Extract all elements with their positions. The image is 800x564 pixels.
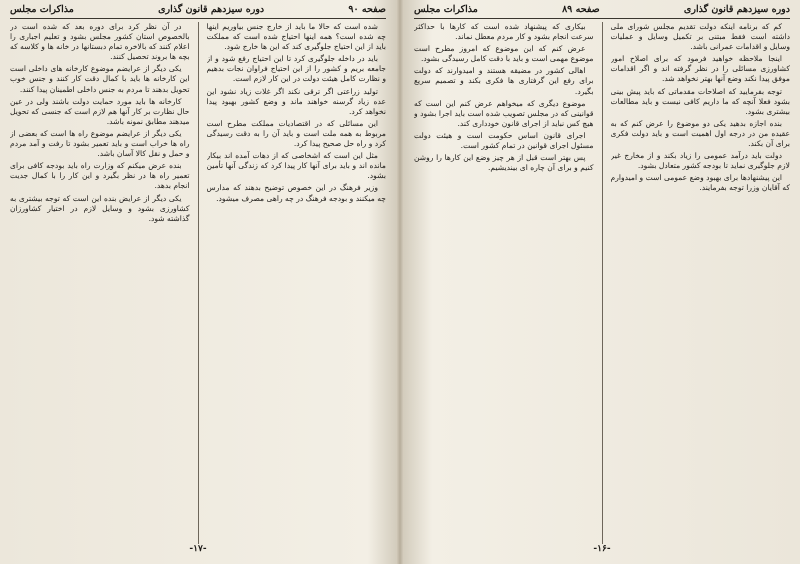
right-page-column-right	[611, 22, 791, 544]
column-divider	[198, 22, 199, 544]
paragraph: دولت باید درآمد عمومی را زیاد بکند و از مخارج غیر لازم جلوگیری نماید تا بودجه کشور متعادل بشود.	[610, 151, 790, 171]
paragraph: یکی دیگر از عرایض بنده این است که توجه بیشتری به کشاورزی بشود و وسایل لازم در اختیار کشاورزان گذاشته شود.	[10, 193, 190, 223]
left-page-header	[10, 4, 386, 19]
paragraph: اهالی کشور در مضیقه هستند و امیدوارند که دولت برای رفع این گرفتاری ها فکری بکند و تصمیم سریع بگیرد.	[414, 66, 594, 96]
column-divider	[602, 22, 603, 544]
right-page-columns	[414, 22, 790, 544]
left-header-page-number: صفحه ۹۰	[348, 4, 386, 15]
left-page-footer-number: -۱۷-	[189, 544, 207, 554]
left-page	[0, 0, 396, 564]
right-header-page-number: صفحه ۸۹	[562, 4, 600, 15]
paragraph: موضوع دیگری که میخواهم عرض کنم این است که قوانینی که در مجلس تصویب شده است باید اجرا بشود و هیچ کس نباید از اجرای قانون خودداری کند.	[414, 98, 594, 128]
paragraph: عرض کنم که این موضوع که امروز مطرح است موضوع مهمی است و باید با دقت کامل رسیدگی بشود.	[414, 44, 594, 64]
paragraph: یکی دیگر از عرایضم موضوع کارخانه های داخلی است این کارخانه ها باید با کمال دقت کار کنند و جنس خوب تحویل بدهند تا مردم به جنس داخلی اطمینان پیدا کنند.	[10, 64, 190, 94]
paragraph: یکی دیگر از عرایضم موضوع راه ها است که بعضی از راه ها خراب است و باید تعمیر بشود تا رفت و آمد مردم و حمل و نقل کالا آسان باشد.	[10, 128, 190, 159]
right-header-section: مذاکرات مجلس	[414, 4, 478, 15]
paragraph: شده است که حالا ما باید از خارج جنس بیاوریم اینها چه شده است؟ همه اینها احتیاج شده است که مملکت باید از این احتیاج جلوگیری کند که این ها خارج شود.	[206, 22, 386, 52]
right-page-header	[414, 4, 790, 19]
paragraph: کارخانه ها باید مورد حمایت دولت باشند ولی در عین حال نظارت بر کار آنها هم لازم است که جنسی که تحویل میدهند مطابق نمونه باشد.	[10, 96, 190, 126]
paragraph: تولید زراعتی اگر ترقی نکند اگر غلات زیاد نشود این عده زیاد گرسنه خواهند ماند و وضع کشور بهبود پیدا نخواهد کرد.	[206, 86, 386, 116]
right-page	[404, 0, 800, 564]
paragraph: این پیشنهادها برای بهبود وضع عمومی است و امیدوارم که آقایان وزرا توجه بفرمایند.	[610, 173, 790, 193]
right-page-footer-number: -۱۶-	[593, 544, 611, 554]
left-header-title: دوره سیزدهم قانون گذاری	[158, 4, 265, 15]
paragraph: اینجا ملاحظه خواهید فرمود که برای اصلاح امور کشاورزی مسائلی را در نظر گرفته اند و اگر اقدامات موفق پیدا نکند وضع آنها بهتر نخواهد شد.	[610, 54, 790, 84]
paragraph: اجرای قانون اساس حکومت است و هیئت دولت مسئول اجرای قوانین در تمام کشور است.	[414, 130, 594, 151]
paragraph: مثل این است که اشخاصی که از دهات آمده اند بیکار مانده اند و باید برای آنها کار پیدا کرد که زندگی آنها تأمین بشود.	[206, 151, 386, 181]
left-page-column-right	[207, 22, 387, 544]
paragraph: بنده اجازه بدهید یکی دو موضوع را عرض کنم که به عقیده من در درجه اول اهمیت است و باید دولت فکری برای آن بکند.	[610, 118, 790, 149]
paragraph: توجه بفرمایید که اصلاحات مقدماتی که باید پیش بینی بشود فعلا آنچه که ما داریم کافی نیست و باید مطالعات بیشتری بشود.	[610, 86, 790, 116]
paragraph: کم که برنامه اینکه دولت تقدیم مجلس شورای ملی داشته است فقط مبتنی بر تکمیل وسایل و عملیات وسایل و اقدامات عمرانی باشد.	[610, 22, 790, 52]
paragraph: این مسائلی که در اقتصادیات مملکت مطرح است مربوط به همه ملت است و باید آن را به دقت رسیدگی کرد و راه حل صحیح پیدا کرد.	[206, 118, 386, 149]
right-page-column-left	[414, 22, 594, 544]
paragraph: بنده عرض میکنم که وزارت راه باید بودجه کافی برای تعمیر راه ها در نظر بگیرد و این کار را با کمال جدیت انجام بدهد.	[10, 161, 190, 191]
paragraph: باید در داخله جلوگیری کرد تا این احتیاج رفع شود و از جامعه بریم و کشور را از این احتیاج فراوان نجات بدهیم و نظارت کامل هیئت دولت در این کار لازم است.	[206, 54, 386, 84]
paragraph: در آن نظر کرد برای دوره بعد که شده است در بالخصوص استان کشور مجلس بشود و تعلیم اجباری را اعلام کنند که بالاخره تمام دبستانها در خانه ها و کلاسه که بچه ها بروند تحصیل کنند.	[10, 22, 190, 62]
left-page-column-left	[10, 22, 190, 544]
paragraph: بیکاری که پیشنهاد شده است که کارها با حداکثر سرعت انجام بشود و کار مردم معطل نماند.	[414, 22, 594, 42]
right-header-title: دوره سیزدهم قانون گذاری	[683, 4, 790, 15]
paragraph: وزیر فرهنگ در این خصوص توضیح بدهند که مدارس چه میکنند و بودجه فرهنگ در چه راهی مصرف میشود.	[206, 183, 386, 203]
left-header-section: مذاکرات مجلس	[10, 4, 74, 15]
book-gutter	[396, 0, 404, 564]
paragraph: پس بهتر است قبل از هر چیز وضع این کارها را روشن کنیم و برای آن چاره ای بیندیشیم.	[414, 153, 594, 173]
left-page-columns	[10, 22, 386, 544]
